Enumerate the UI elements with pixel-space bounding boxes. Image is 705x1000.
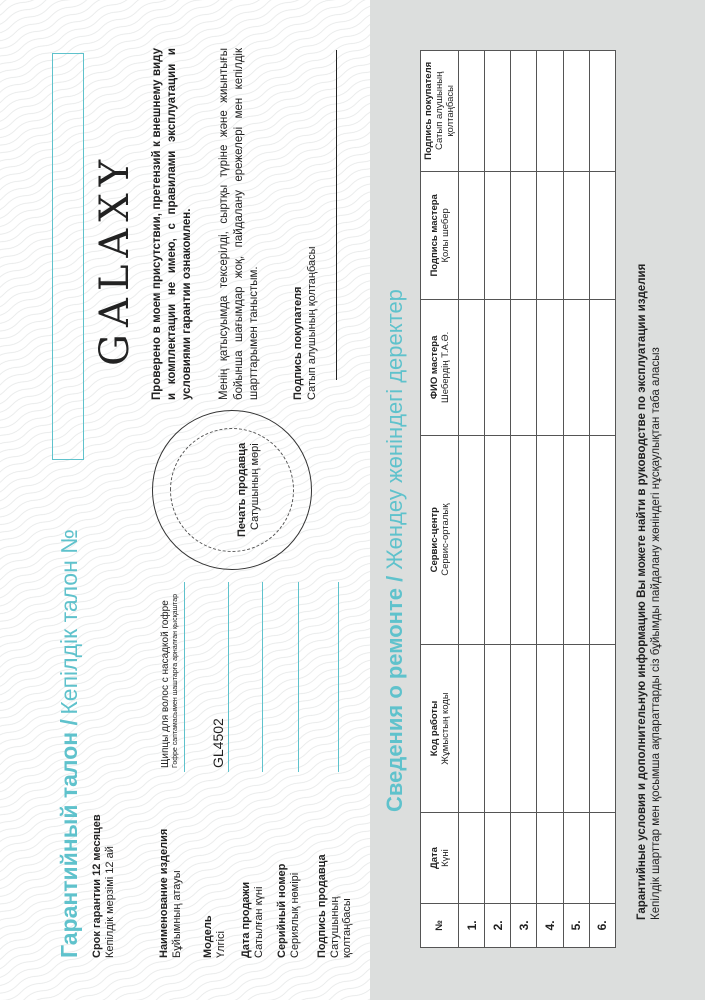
warranty-number-box[interactable]: [52, 53, 84, 460]
repairs-title-kz: Жөндеу жөніндегі деректер: [382, 289, 407, 570]
checked-text-ru: Проверено в моем присутствии, претензий к внешнему виду и комплектации не имею, с правилами эксплуатации и условиями гарантии ознакомлен.: [151, 48, 193, 400]
repairs-title-ru: Сведения о ремонте /: [382, 575, 407, 812]
serial-label-ru: Серийный номер: [276, 863, 288, 958]
sale-date-label-ru: Дата продажи: [240, 881, 252, 958]
sale-date-label-kz: Сатылған күні: [253, 886, 265, 958]
warranty-term-kz: Кепілдік мерзімі 12 ай: [104, 846, 116, 958]
sale-date-line[interactable]: [262, 582, 263, 772]
seller-sign-label-kz: Сатушының қолтаңбасы: [329, 896, 353, 958]
repairs-title: [382, 289, 408, 812]
model-label-ru: Модель: [202, 915, 214, 958]
table-row: 4.: [537, 51, 563, 948]
warranty-title-ru: Гарантийный талон /: [56, 719, 82, 958]
table-row: 3.: [511, 51, 537, 948]
stamp-inner-circle: [170, 428, 294, 552]
col-buyer-sign: Подпись покупателя Сатып алушының қолтаңбасы: [421, 51, 459, 172]
product-name-label-kz: Бұйымның атауы: [171, 870, 183, 958]
table-row: 6.: [589, 51, 615, 948]
model-line: [228, 582, 229, 772]
buyer-sign-line[interactable]: [336, 50, 337, 380]
model-value: GL4502: [210, 718, 226, 768]
product-name-value-kz: Гофре саптамасымен шаштарға арналған қысқаштар: [172, 593, 179, 768]
warranty-title: [56, 529, 83, 958]
serial-line[interactable]: [298, 582, 299, 772]
warranty-term-ru: Срок гарантии 12 месяцев: [91, 814, 103, 958]
serial-label-kz: Сериялық нөмірі: [289, 872, 301, 958]
galaxy-logo: GALAXY: [92, 152, 138, 366]
col-date: Дата Күні: [421, 813, 459, 903]
footer-text-ru: Гарантийные условия и дополнительную информацию Вы можете найти в руководстве по эксплуатации изделия: [636, 263, 648, 920]
checked-text-kz: Менің қатысуымда тексерілді, сыртқы түріне және жиынтығы бойынша шағымдар жоқ, пайдалану ережелері мен кепілдік шарттарымен таныстым.: [218, 48, 260, 400]
col-number: №: [421, 903, 459, 947]
stamp-label-kz: Сатушының мөрі: [249, 443, 261, 530]
buyer-sign-label-ru: Подпись покупателя: [292, 286, 304, 400]
stamp-label-ru: Печать продавца: [236, 442, 248, 537]
product-name-line: [184, 582, 185, 772]
product-name-value-ru: Щипцы для волос с насадкой гофре: [160, 600, 171, 768]
table-row: 1.: [459, 51, 485, 948]
repairs-panel: [370, 0, 705, 1000]
col-master-name: ФИО мастера Шебердің Т.А.Ә.: [421, 300, 459, 436]
product-name-label-ru: Наименование изделия: [158, 828, 170, 958]
table-row: 5.: [563, 51, 589, 948]
col-service-center: Сервис-центр Сервис-орталық: [421, 435, 459, 644]
buyer-sign-label-kz: Сатып алушының қолтаңбасы: [306, 246, 318, 400]
col-master-sign: Подпись мастера Қолы шебер: [421, 171, 459, 299]
repairs-table: [420, 50, 616, 948]
model-label-kz: Үлгісі: [215, 931, 227, 958]
warranty-title-kz: Кепілдік талон №: [56, 529, 82, 715]
seller-sign-label-ru: Подпись продавца: [316, 854, 328, 958]
repairs-table-header: [421, 51, 459, 948]
table-row: 2.: [485, 51, 511, 948]
seller-sign-line[interactable]: [338, 582, 339, 772]
col-work-code: Код работы Жұмыстың коды: [421, 644, 459, 813]
footer-text-kz: Кепілдік шарттар мен қосымша ақпараттарды сіз бұйымды пайдалану жөніндегі нұсқаулықтан таба аласыз: [650, 347, 662, 920]
